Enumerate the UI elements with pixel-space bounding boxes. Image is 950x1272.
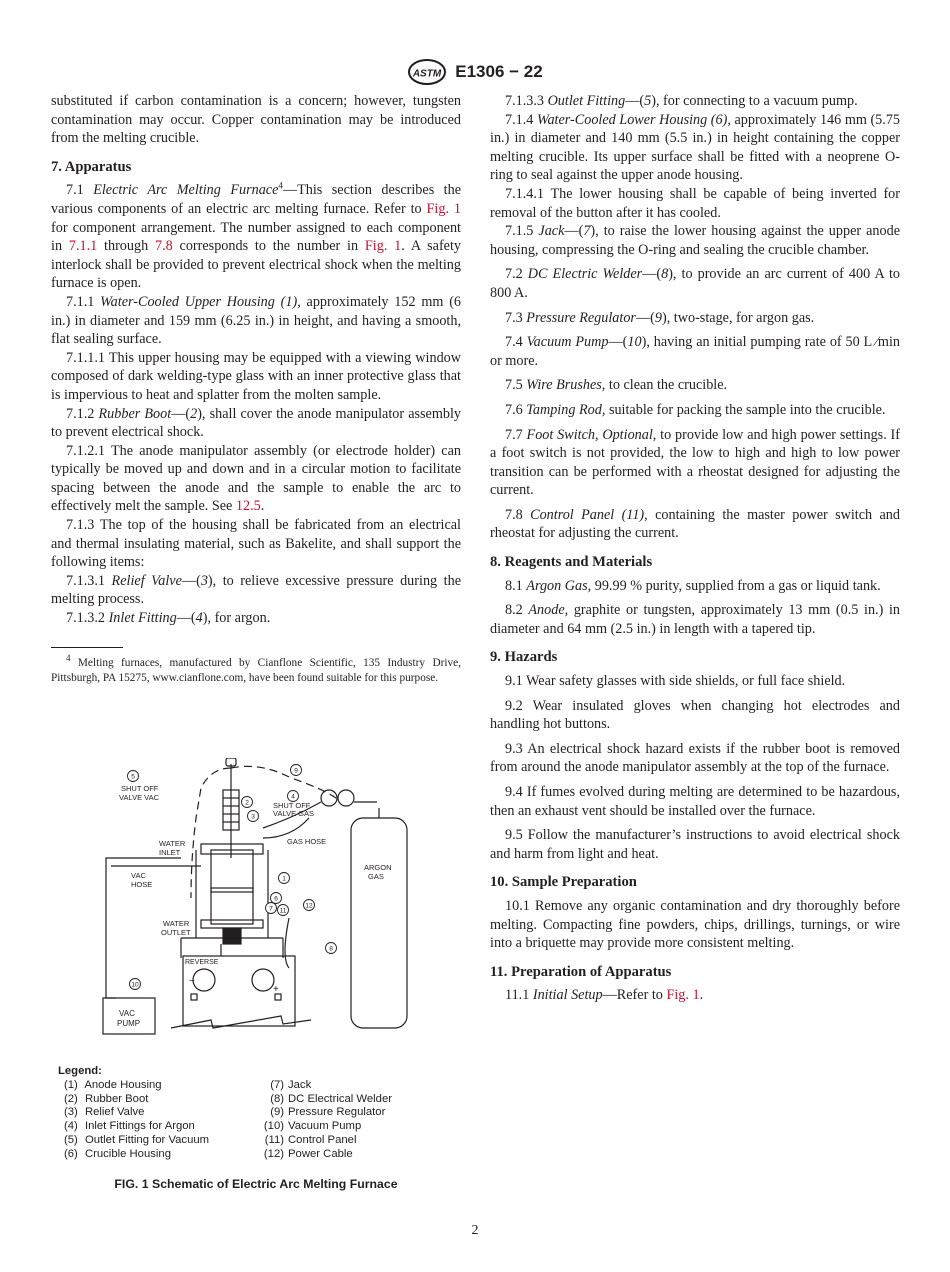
svg-text:8: 8 [329,945,333,953]
svg-text:10: 10 [131,981,139,989]
legend-item: (10) Vacuum Pump [263,1120,362,1133]
svg-text:1: 1 [282,875,286,883]
right-column [490,92,900,1005]
label-vac-hose: VAC [131,871,146,880]
paragraph-10-1: 10.1 Remove any organic contamination and dry thoroughly before melting. Compacting fine powders, chips, drillings, turnings, or wire into a briquette may provide more consistent melting. [490,897,900,952]
paragraph-9-4: 9.4 If fumes evolved during melting are determined to be hazardous, then an exhaust vent should be installed over the furnace. [490,784,900,819]
astm-logo-icon [407,58,447,86]
paragraph-9-2: 9.2 Wear insulated gloves when changing hot electrodes and handling hot buttons. [490,697,900,733]
label-shutoff-vac: SHUT OFF [121,784,159,793]
ref-12-5-link[interactable]: 12.5 [235,498,261,515]
paragraph-7-2: 7.2 DC Electric Welder—(8), to provide an arc current of 400 A to 800 A. [490,266,901,301]
svg-text:PUMP: PUMP [117,1019,141,1028]
paragraph-7-7: 7.7 Foot Switch, Optional, to provide low and high power settings. If a foot switch is not provided, the low to high and high to low power transition can be performed with a rheostat designed for adjusting the current. [490,426,900,499]
svg-text:HOSE: HOSE [131,880,153,889]
legend-item: (2) Rubber Boot [64,1092,149,1105]
paragraph-9-1: 9.1 Wear safety glasses with side shields, or full face shield. [505,673,846,690]
paragraph-7-1-1: 7.1.1 Water-Cooled Upper Housing (1), approximately 152 mm (6 in.) in diameter and 159 mm (6.25 in.) in height, and having a smooth, flat sealing surface. [51,293,462,348]
paragraph-7-1-3-3: 7.1.3.3 Outlet Fitting—(5), for connecting to a vacuum pump. [505,93,858,109]
label-water-outlet: WATER [163,919,190,928]
svg-text:6: 6 [274,895,278,903]
svg-text:4: 4 [291,793,295,801]
svg-text:ASTM: ASTM [413,68,442,80]
paragraph-7-1-4: 7.1.4 Water-Cooled Lower Housing (6), approximately 146 mm (5.75 in.) in diameter and 140 mm (5.5 in.) in height containing the copper melting crucible. Its upper surface shall be fitted with a neoprene O-ring to seal against the upper anode housing. [490,111,901,184]
section-heading-10: 10. Sample Preparation [490,874,637,891]
svg-text:VALVE GAS: VALVE GAS [273,809,314,818]
fig-1-link[interactable]: Fig. 1 [364,238,402,255]
legend-right-column [250,1079,392,1162]
ref-7-8-link[interactable]: 7.8 [155,238,173,255]
paragraph-8-2: 8.2 Anode, graphite or tungsten, approximately 13 mm (0.5 in.) in diameter and 64 mm (2.5 in.) in length with a tapered tip. [490,602,900,637]
ref-7-1-1-link[interactable]: 7.1.1 [68,238,98,255]
legend-item: (4) Inlet Fittings for Argon [64,1120,195,1133]
svg-text:VALVE VAC: VALVE VAC [119,793,160,802]
legend-item: (8) DC Electrical Welder [270,1092,392,1105]
svg-text:5: 5 [131,773,135,781]
paragraph-11-1: 11.1 Initial Setup—Refer to Fig. 1. [505,987,704,1004]
fig-1-link[interactable]: Fig. 1 [666,987,700,1004]
svg-text:7: 7 [269,905,273,913]
section-heading-9: 9. Hazards [490,649,558,666]
paragraph-9-5: 9.5 Follow the manufacturer’s instructions to avoid electrical shock and harm from light and heat. [490,827,900,862]
paragraph-7-1-2-1: 7.1.2.1 The anode manipulator assembly (or electrode holder) can typically be moved up and down and in a circular motion to facilitate spacing between the anode and the sample to enable the arc to effectively melt the sample. See 12.5. [51,442,461,515]
legend-item: (1) Anode Housing [64,1078,162,1091]
paragraph-7-1-2: 7.1.2 Rubber Boot—(2), shall cover the anode manipulator assembly to prevent electrical shock. [51,405,462,441]
section-heading-7: 7. Apparatus [51,158,132,175]
page-header [0,58,950,86]
section-heading-8: 8. Reagents and Materials [490,554,653,571]
paragraph-7-1-3: 7.1.3 The top of the housing shall be fabricated from an electrical and thermal insulating material, such as Bakelite, and shall support the following items: [51,517,461,571]
paragraph-7-1: 7.1 Electric Arc Melting Furnace$^4$—This section describes the various components of an electric arc melting furnace. Refer to Fig. 1 for component arrangement. The number assigned to each component in 7.1.1 through 7.8 corresponds to the number in Fig. 1. A safety interlock shall be provided to prevent electrical shock when the melting furnace is open. [51,180,462,292]
label-vac-pump: VAC [119,1009,135,1018]
svg-text:11: 11 [279,907,287,915]
label-plus: + [273,984,279,995]
svg-text:GAS: GAS [368,872,384,881]
furnace-schematic [51,758,461,1058]
svg-text:3: 3 [251,813,255,821]
label-minus: − [189,976,195,987]
legend-item: (11) Control Panel [264,1133,357,1146]
section-heading-11: 11. Preparation of Apparatus [490,963,672,980]
svg-text:12: 12 [305,902,313,910]
label-shutoff-gas: SHUT OFF [273,801,311,810]
label-argon-gas: ARGON [364,863,392,872]
label-reverse: REVERSE [185,959,219,966]
legend-item: (12) Power Cable [263,1147,353,1160]
footnote-rule [51,647,123,648]
paragraph-7-1-3-1: 7.1.3.1 Relief Valve—(3), to relieve excessive pressure during the melting process. [51,572,461,608]
legend-left-column [64,1079,209,1162]
figure-legend [58,1065,458,1163]
legend-title: Legend: [58,1065,102,1077]
svg-text:2: 2 [245,799,249,807]
paragraph-8-1: 8.1 Argon Gas, 99.99 % purity, supplied from a gas or liquid tank. [505,577,881,594]
standard-designation: E1306 − 22 [455,62,543,81]
svg-text:INLET: INLET [159,848,181,857]
svg-text:9: 9 [294,767,298,775]
legend-item: (9) Pressure Regulator [270,1106,386,1119]
paragraph-7-8: 7.8 Control Panel (11), containing the master power switch and rheostat for adjusting the current. [490,506,900,542]
paragraph-7-5: 7.5 Wire Brushes, to clean the crucible. [505,377,728,394]
paragraph-7-3: 7.3 Pressure Regulator—(9), two-stage, for argon gas. [505,309,815,326]
paragraph-7-6: 7.6 Tamping Rod, suitable for packing the sample into the crucible. [505,401,886,418]
paragraph-7-1-4-1: 7.1.4.1 The lower housing shall be capable of being inverted for removal of the button after it has cooled. [490,185,900,221]
paragraph-intro: substituted if carbon contamination is a concern; however, tungsten contamination may occur. Copper contamination may be introduced from the melting crucible. [51,93,461,147]
footnote-4: $^4$ Melting furnaces, manufactured by Cianflone Scientific, 135 Industry Drive, Pittsburgh, PA 15275, www.cianflone.com, have been found suitable for this purpose. [51,652,461,685]
figure-caption: FIG. 1 Schematic of Electric Arc Melting Furnace [114,1177,398,1191]
paragraph-9-3: 9.3 An electrical shock hazard exists if the rubber boot is removed from around the anode manipulator assembly at the top of the furnace. [490,740,900,776]
legend-item: (7) Jack [270,1078,312,1091]
left-column [51,92,461,686]
paragraph-7-1-3-2: 7.1.3.2 Inlet Fitting—(4), for argon. [66,610,271,627]
legend-item: (3) Relief Valve [64,1106,145,1119]
legend-item: (5) Outlet Fitting for Vacuum [64,1133,210,1146]
fig-1-link[interactable]: Fig. 1 [426,200,461,217]
paragraph-7-1-5: 7.1.5 Jack—(7), to raise the lower housing against the upper anode housing, compressing the O-ring and sealing the crucible chamber. [490,223,900,258]
label-gas-hose: GAS HOSE [287,837,327,846]
svg-text:OUTLET: OUTLET [161,928,191,937]
paragraph-7-4: 7.4 Vacuum Pump—(10), having an initial pumping rate of 50 L ⁄min or more. [490,334,900,369]
paragraph-7-1-1-1: 7.1.1.1 This upper housing may be equipped with a viewing window composed of dark welding-type glass with an inner protective glass that is impervious to heat and splatter from the molten sample. [51,349,461,403]
page-number: 2 [471,1223,479,1238]
legend-item: (6) Crucible Housing [64,1147,171,1160]
label-water-inlet: WATER [159,839,186,848]
